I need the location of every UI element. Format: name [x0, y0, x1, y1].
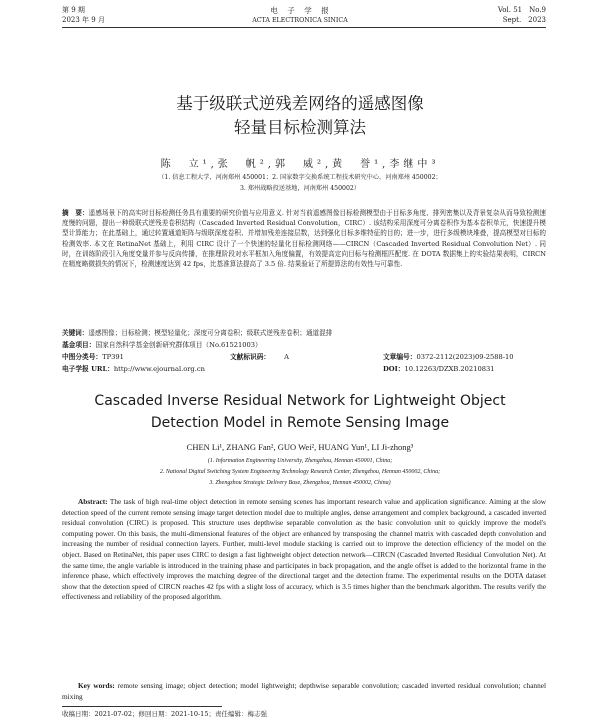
clc [62, 353, 124, 362]
journal-url-label: 电子学报 URL： [62, 365, 114, 373]
header-rule [62, 27, 546, 28]
doi [383, 365, 494, 374]
affiliation-cn-2: 3. 郑州战略投送基地，河南郑州 450002） [239, 185, 361, 192]
affiliation-en-1: (1. Information Engineering University, Zhengzhou, Hennan 450001, China; [207, 458, 393, 464]
doc-code-label: 文献标识码： [230, 353, 271, 361]
keywords-en [62, 681, 546, 702]
keywords-cn-text: 遥感图像；目标检测；模型轻量化；深度可分离卷积；级联式逆残差卷积；通道混排 [88, 329, 333, 337]
clc-label: 中图分类号： [62, 353, 103, 361]
title-en-line-1: Cascaded Inverse Residual Network for Lightweight Object [94, 393, 506, 409]
footer-rule [62, 706, 222, 707]
abstract-cn-text: 遥感场景下的高实时目标检测任务具有重要的研究价值与应用意义. 针对当前遥感图像目标检测模型由于目标多角度、排列密集以及背景复杂从而导致检测速度慢的问题，提出一种级联式逆残差卷积结构（Cascaded Inverted Residual Convolution，CIRC）. 该结构采用深度可分离卷积作为基本卷积单元，快速提升模型计算能力；在此基础上，通过转置通道矩阵与级联深度卷积、并增加残差连接层数，达到强化目标多维特征的目的；进一步，进行多级模块堆叠，提高模型对目标的检测效率. 本文在 RetinaNet 基础上，利用 CIRC 设计了一个快速的轻量化目标检测网络——CIRCN（Cascaded Inverted Residual Convolution Net）. 同时，在训练阶段引入角度变量并参与反向传播，在推理阶段对水平框加入角度偏置，有效提高定向目标与检测框匹配度. 在 DOTA 数据集上的实验结果表明，CIRCN 在精度略微损失的情况下，检测速度达到 42 fps，比基准算法提高了 3.5 倍. 结果验证了所提算法的有效性与可靠性. [62, 209, 546, 269]
doi-value: 10.12263/DZXB.20210831 [404, 365, 495, 373]
keywords-en-text: remote sensing image; object detection; model lightweight; depthwise separable convolution; cascaded inverted residual convolution; channel mixing [62, 681, 546, 701]
authors-cn: 陈 立¹,张 帆²,郭 威²,黄 誉¹,李继中³ [160, 159, 440, 170]
article-number-label: 文章编号： [383, 353, 417, 361]
title-cn-line-2: 轻量目标检测算法 [234, 118, 366, 137]
header-journal-cn: 电 子 学 报 [270, 6, 330, 15]
abstract-en [62, 497, 546, 603]
header-date-cn: 2023 年 9 月 [62, 16, 105, 24]
abstract-cn-label: 摘 要： [62, 209, 89, 217]
abstract-en-text: The task of high real-time object detection in remote sensing scenes has important research value and application significance. Aiming at the slow detection speed of the current remote sensing image target detection model due to multiple angles, dense arrangement and complex background, a cascaded inverted residual convolution (CIRC) is proposed. This structure uses depthwise separable convolution as the basic convolution unit to quickly improve the model's computing power. On this basis, the multi-dimensional features of the object are enhanced by transposing the channel matrix with cascaded depth convolution and increasing the number of residual connection layers. Further, multi-level module stacking is carried out to improve the detection efficiency of the model on the object. Based on RetinaNet, this paper uses CIRC to design a fast lightweight object detection network—CIRCN (Cascaded Inverted Residual Convolution Net). At the same time, the angle variable is introduced in the training phase and participates in back propagation, and the angle offset is added to the horizontal frame in the inference phase, which effectively improves the matching degree of the directional target and the detection frame. The experimental results on the DOTA dataset show that the detection speed of CIRCN reaches 42 fps with a slight loss of accuracy, which is 3.5 times higher than the benchmark algorithm. The results verify the effectiveness and reliability of the proposed algorithm. [62, 497, 547, 602]
title-en-line-2: Detection Model in Remote Sensing Image [150, 415, 450, 431]
affiliation-cn-1: （1. 信息工程大学，河南郑州 450001；2. 国家数字交换系统工程技术研究中心，河南郑州 450002； [158, 174, 442, 181]
keywords-cn [62, 328, 546, 338]
fund-cn [62, 341, 262, 350]
article-number [383, 353, 514, 362]
clc-value: TP391 [102, 353, 124, 361]
authors-en: CHEN Li¹, ZHANG Fan², GUO Wei², HUANG Yun¹, LI Ji-zhong³ [186, 442, 414, 452]
journal-url [62, 365, 205, 374]
header-date-en: Sept. 2023 [502, 16, 546, 24]
article-number-value: 0372-2112(2023)09-2588-10 [416, 353, 514, 361]
title-cn-line-1: 基于级联式逆残差网络的遥感图像 [176, 94, 424, 113]
header-journal-en: ACTA ELECTRONICA SINICA [252, 17, 348, 24]
abstract-cn [62, 208, 546, 269]
journal-url-value: http://www.ejournal.org.cn [113, 365, 205, 373]
affiliation-en-3: 3. Zhengzhou Strategic Delivery Base, Zhengzhou, Hennan 450002, China) [209, 480, 391, 486]
fund-cn-label: 基金项目： [62, 341, 96, 349]
header-volume: Vol. 51 No.9 [497, 6, 546, 14]
keywords-en-label: Key words: [78, 681, 115, 690]
doi-label: DOI： [383, 365, 405, 373]
header-issue-cn: 第 9 期 [62, 6, 85, 14]
footer-received: 收稿日期：2021-07-02；修回日期：2021-10-15；责任编辑：梅志强 [62, 710, 267, 718]
abstract-en-label: Abstract: [78, 497, 108, 506]
keywords-cn-label: 关键词： [62, 329, 89, 337]
doc-code [230, 353, 289, 362]
fund-cn-text: 国家自然科学基金创新研究群体项目（No.61521003） [95, 341, 262, 349]
doc-code-value: A [284, 353, 289, 361]
affiliation-en-2: 2. National Digital Switching System Engineering Technology Research Center, Zhengzhou, Hennan 450002, China; [159, 469, 441, 475]
